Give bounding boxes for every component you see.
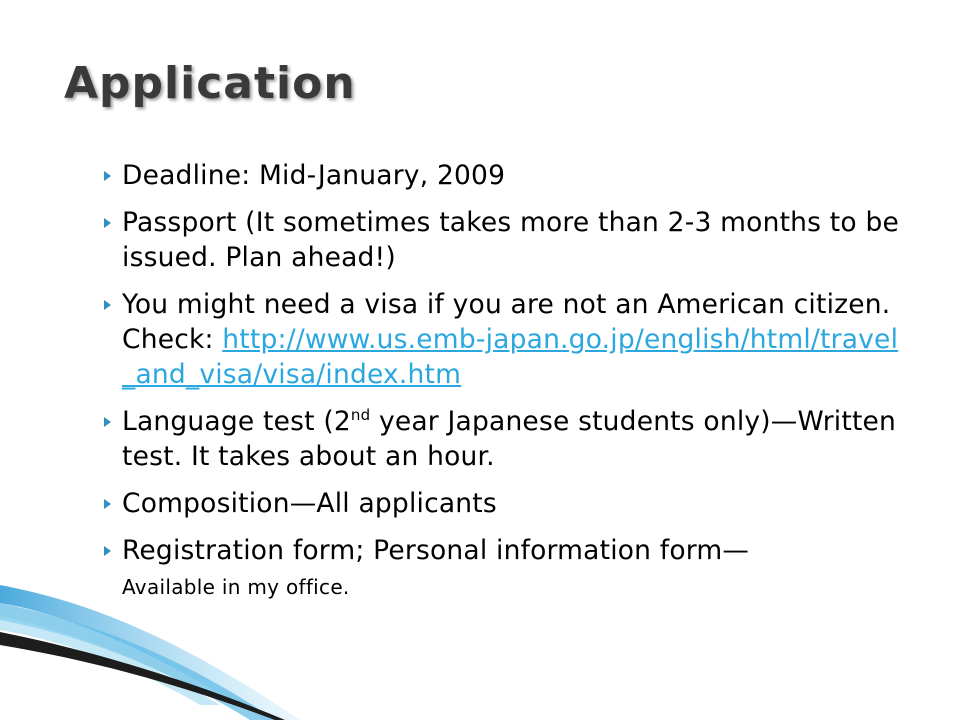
bullet-list [104, 158, 904, 617]
bullet-note: Available in my office. [122, 575, 350, 599]
bullet-text: Passport (It sometimes takes more than 2-3 months to be issued. Plan ahead!) [122, 207, 899, 273]
triangle-arrow-icon [104, 546, 111, 556]
slide-title: Application [64, 58, 356, 109]
triangle-arrow-icon [104, 171, 111, 181]
bullet-text: Deadline: Mid-January, 2009 [122, 160, 506, 191]
bullet-deadline [104, 158, 904, 193]
bullet-text-cont: year Japanese students only)—Written test. It takes about an hour. [122, 406, 897, 472]
triangle-arrow-icon [104, 417, 111, 427]
bullet-text: Composition—All applicants [122, 488, 497, 519]
bullet-text: You might need a visa if you are not an American citizen. Check: [122, 289, 891, 355]
bullet-visa [104, 287, 904, 392]
bullet-composition [104, 486, 904, 521]
bullet-registration [104, 533, 904, 605]
ordinal-superscript: nd [350, 406, 371, 425]
triangle-arrow-icon [104, 300, 111, 310]
visa-info-link[interactable]: http://www.us.emb-japan.go.jp/english/html/travel_and_visa/visa/index.htm [122, 324, 899, 390]
triangle-arrow-icon [104, 499, 111, 509]
bullet-text: Language test (2 [122, 406, 351, 437]
bullet-passport [104, 205, 904, 275]
bullet-language-test [104, 404, 904, 474]
triangle-arrow-icon [104, 218, 111, 228]
bullet-text: Registration form; Personal information form— [122, 535, 750, 566]
